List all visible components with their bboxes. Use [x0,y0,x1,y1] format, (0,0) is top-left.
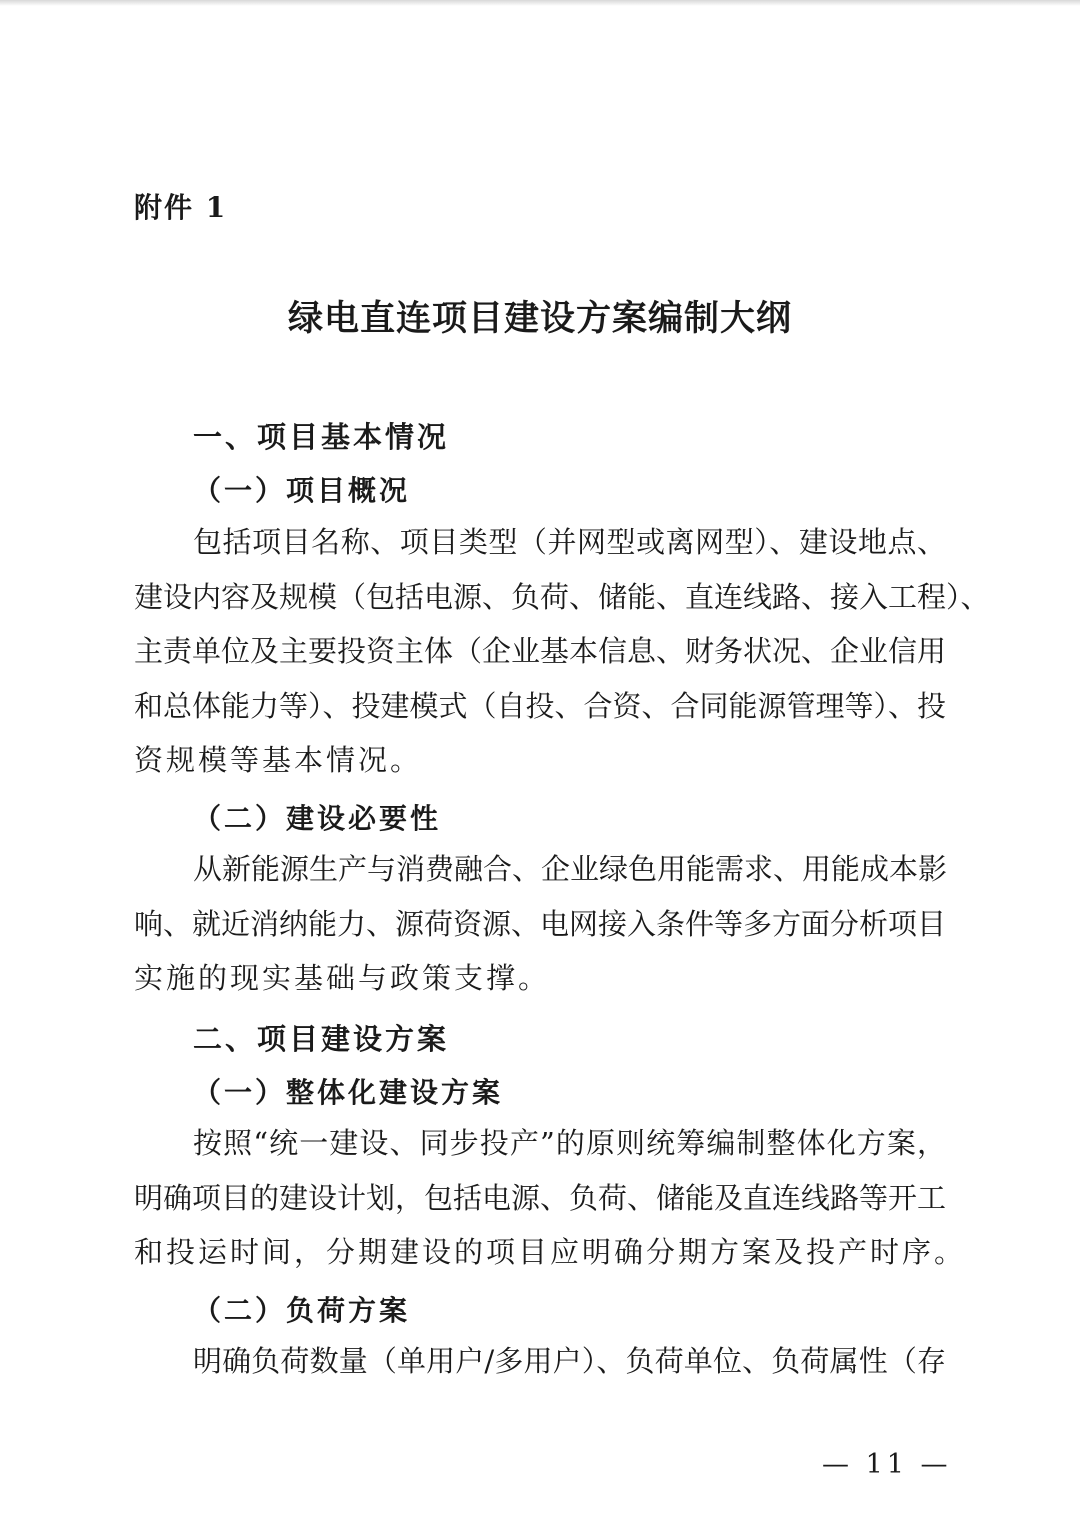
paragraph-1-2 [134,842,946,1006]
paragraph-line: 从新能源生产与消费融合、企业绿色用能需求、用能成本影 [193,852,948,886]
paragraph-line: 建设内容及规模（包括电源、负荷、储能、直连线路、接入工程）、 [134,579,990,614]
subsection-heading-1-1: （一）项目概况 [193,474,411,507]
paragraph-line: 按照“统一建设、同步投产”的原则统筹编制整体化方案， [193,1126,946,1160]
document-title: 绿电直连项目建设方案编制大纲 [287,298,792,339]
paragraph-line: 主责单位及主要投资主体（企业基本信息、财务状况、企业信用 [134,634,947,668]
paragraph-2-1 [134,1116,967,1280]
paragraph-line: 和总体能力等）、投建模式（自投、合资、合同能源管理等）、投 [134,688,947,723]
paragraph-line: 明确项目的建设计划，包括电源、负荷、储能及直连线路等开工 [134,1180,947,1215]
subsection-heading-2-1: （一）整体化建设方案 [193,1076,504,1109]
paragraph-2-2 [134,1334,946,1389]
paragraph-line: 包括项目名称、项目类型（并网型或离网型）、建设地点、 [193,525,946,559]
attachment-label: 附件 1 [134,191,228,224]
paragraph-line: 资规模等基本情况。 [134,743,423,777]
section-heading-2: 二、项目建设方案 [193,1022,450,1056]
section-heading-1: 一、项目基本情况 [193,420,450,454]
paragraph-line: 和投运时间，分期建设的项目应明确分期方案及投产时序。 [134,1235,967,1269]
page-number: — 11 — [822,1449,952,1480]
paragraph-line: 响、就近消纳能力、源荷资源、电网接入条件等多方面分析项目 [134,906,947,941]
subsection-heading-1-2: （二）建设必要性 [193,802,442,835]
paragraph-line: 明确负荷数量（单用户/多用户）、负荷单位、负荷属性（存 [193,1344,946,1378]
paragraph-1-1 [134,515,990,788]
scan-edge [0,0,1080,6]
subsection-heading-2-2: （二）负荷方案 [193,1294,411,1327]
paragraph-line: 实施的现实基础与政策支撑。 [134,961,551,995]
